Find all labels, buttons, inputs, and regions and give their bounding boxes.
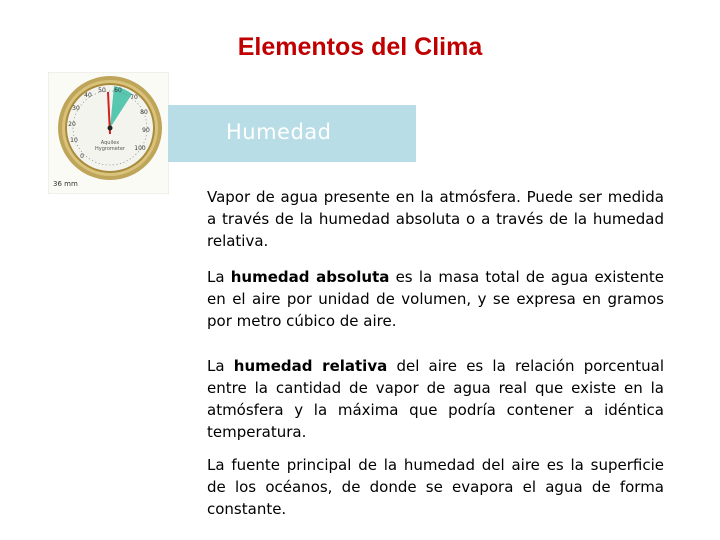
- term-absolute-humidity: humedad absoluta: [230, 268, 390, 286]
- section-banner: [168, 105, 416, 162]
- page-title: Elementos del Clima: [237, 33, 483, 61]
- term-relative-humidity: humedad relativa: [233, 357, 388, 375]
- svg-text:Hygrometer: Hygrometer: [95, 146, 125, 152]
- hygrometer-image: [48, 72, 169, 194]
- svg-text:20: 20: [68, 121, 76, 128]
- svg-text:70: 70: [130, 94, 138, 101]
- svg-text:50: 50: [98, 87, 106, 94]
- hygrometer-icon: [48, 72, 169, 194]
- svg-text:80: 80: [140, 109, 148, 116]
- svg-text:10: 10: [70, 137, 78, 144]
- svg-text:60: 60: [114, 87, 122, 94]
- banner-label: Humedad: [226, 120, 332, 144]
- svg-text:30: 30: [72, 105, 80, 112]
- paragraph-absolute-humidity: La humedad absoluta es la masa total de agua existente en el aire por unidad de volumen, y se expresa en gramos por metro cúbico de aire.: [207, 268, 664, 330]
- paragraph-source: La fuente principal de la humedad del aire es la superficie de los océanos, de donde se evapora el agua de forma constante.: [207, 456, 664, 518]
- svg-text:0: 0: [80, 153, 84, 160]
- svg-text:90: 90: [142, 127, 150, 134]
- paragraph-definition: Vapor de agua presente en la atmósfera. Puede ser medida a través de la humedad absoluta o a través de la humedad relativa.: [207, 188, 664, 250]
- image-caption: 36 mm: [53, 180, 78, 188]
- paragraph-relative-humidity: La humedad relativa del aire es la relación porcentual entre la cantidad de vapor de agua real que existe en la atmósfera y la máxima que podría contener a idéntica temperatura.: [207, 357, 664, 441]
- svg-text:40: 40: [84, 92, 92, 99]
- svg-text:100: 100: [134, 145, 146, 152]
- svg-text:Aquilex: Aquilex: [100, 140, 120, 146]
